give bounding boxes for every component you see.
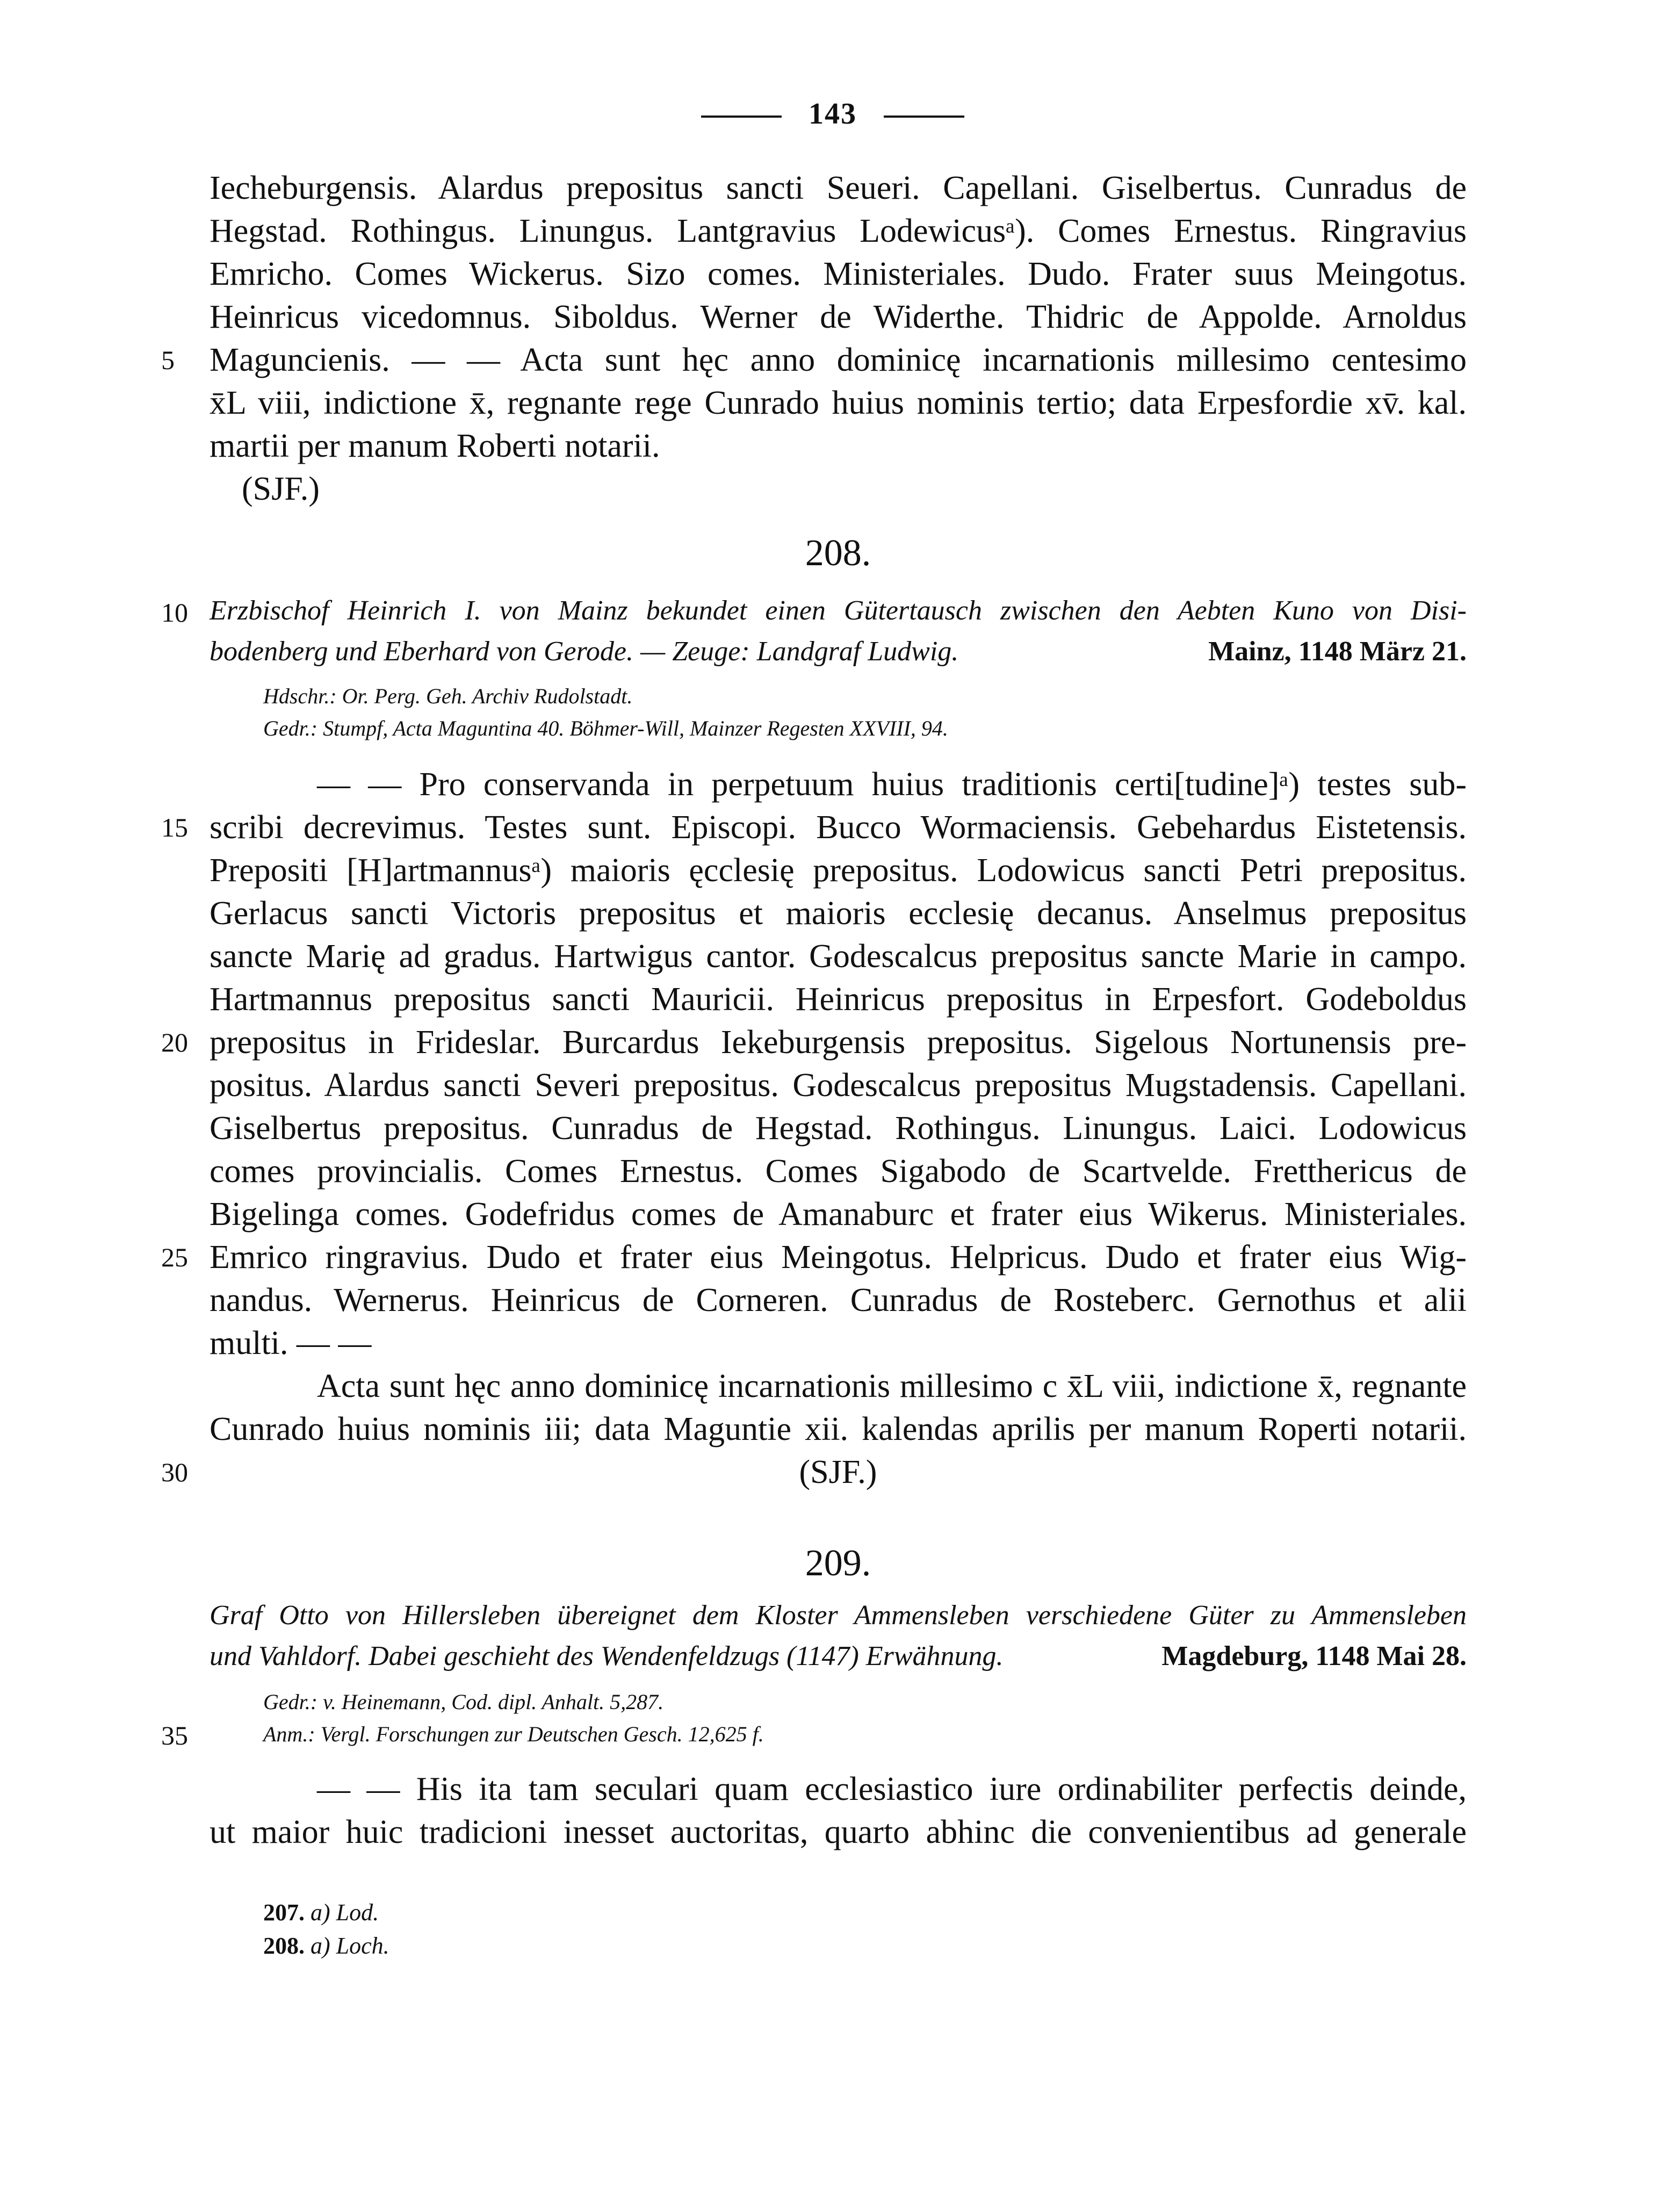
text-209-line: — — His ita tam seculari quam ecclesiastico iure ordinabiliter perfectis deinde, (317, 1771, 1467, 1807)
footnote-ref: 207. (263, 1899, 305, 1926)
text-208-line: multi. — — (210, 1325, 372, 1361)
intro-line: Hegstad. Rothingus. Linungus. Lantgravius Lodewicusᵃ). Comes Ernestus. Ringravius (210, 213, 1467, 249)
text-208-line: Bigelinga comes. Godefridus comes de Amanaburc et frater eius Wikerus. Ministeriales. (210, 1196, 1467, 1233)
text-208-line: scribi decrevimus. Testes sunt. Episcopi. Bucco Wormaciensis. Gebehardus Eistetensis. (210, 809, 1467, 846)
text-208-line: Giselbertus prepositus. Cunradus de Hegstad. Rothingus. Linungus. Laici. Lodowicus (210, 1110, 1467, 1147)
intro-line: x̄L viii, indictione x̄, regnante rege Cunrado huius nominis tertio; data Erpesfordie xv̄. kal. (210, 385, 1467, 421)
regest-208-date: Mainz, 1148 März 21. (1208, 636, 1467, 667)
text-208-line: positus. Alardus sancti Severi prepositus. Godescalcus prepositus Mugstadensis. Capellani. (210, 1067, 1467, 1104)
acta-208-line2: Cunrado huius nominis iii; data Maguntie xii. kalendas aprilis per manum Roperti notarii. (210, 1411, 1467, 1447)
acta-208-line1: Acta sunt hęc anno dominicę incarnationis millesimo c x̄L viii, indictione x̄, regnante (317, 1368, 1467, 1404)
sjf-208: (SJF.) (799, 1454, 877, 1490)
footnote-207 (263, 1897, 379, 1929)
header-rule-left (701, 116, 782, 118)
text-208-line: Prepositi [H]artmannusᵃ) maioris ęcclesię prepositus. Lodowicus sancti Petri prepositus. (210, 852, 1467, 889)
text-208-line: sancte Marię ad gradus. Hartwigus cantor. Godescalcus prepositus sancte Marie in campo. (210, 938, 1467, 975)
intro-line: Iecheburgensis. Alardus prepositus sancti Seueri. Capellani. Giselbertus. Cunradus de (210, 170, 1467, 206)
text-208-line: Hartmannus prepositus sancti Mauricii. Heinricus prepositus in Erpesfort. Godeboldus (210, 981, 1467, 1018)
footnote-208 (263, 1930, 389, 1962)
page-header (672, 97, 994, 131)
regest-208-line2 (210, 632, 1467, 672)
header-rule-right (884, 116, 964, 118)
source-208-1: Hdschr.: Or. Perg. Geh. Archiv Rudolstadt. (263, 684, 633, 708)
regest-209-date: Magdeburg, 1148 Mai 28. (1161, 1641, 1467, 1671)
intro-line: Maguncienis. — — Acta sunt hęc anno dominicę incarnationis millesimo centesimo (210, 342, 1467, 378)
regest-209-line1: Graf Otto von Hillersleben übereignet dem Kloster Ammensleben verschiedene Güter zu Ammensleben (210, 1600, 1467, 1631)
text-208-line: prepositus in Frideslar. Burcardus Iekeburgensis prepositus. Sigelous Nortunensis pre- (210, 1024, 1467, 1061)
intro-line: Emricho. Comes Wickerus. Sizo comes. Ministeriales. Dudo. Frater suus Meingotus. (210, 256, 1467, 292)
line-number: 25 (161, 1242, 188, 1272)
line-number: 10 (161, 597, 188, 628)
regest-208-text: bodenberg und Eberhard von Gerode. — Zeuge: Landgraf Ludwig. (210, 636, 959, 667)
document-number-209: 209. (805, 1543, 871, 1584)
footnote-text: a) Loch. (311, 1933, 389, 1959)
line-number: 35 (161, 1720, 188, 1750)
text-208-line: nandus. Wernerus. Heinricus de Corneren. Cunradus de Rosteberc. Gernothus et alii (210, 1282, 1467, 1318)
line-number: 5 (161, 345, 175, 375)
intro-sjf: (SJF.) (242, 471, 320, 507)
document-number-208: 208. (805, 532, 871, 574)
intro-line: Heinricus vicedomnus. Siboldus. Werner de Widerthe. Thidric de Appolde. Arnoldus (210, 299, 1467, 335)
source-209-2: Anm.: Vergl. Forschungen zur Deutschen Gesch. 12,625 f. (263, 1722, 764, 1746)
intro-line: martii per manum Roberti notarii. (210, 428, 660, 464)
line-number: 30 (161, 1457, 188, 1487)
line-number: 15 (161, 812, 188, 842)
text-209-line: ut maior huic tradicioni inesset auctoritas, quarto abhinc die convenientibus ad generale (210, 1814, 1467, 1850)
source-208-2: Gedr.: Stumpf, Acta Maguntina 40. Böhmer-Will, Mainzer Regesten XXVIII, 94. (263, 716, 948, 740)
text-208-line: Gerlacus sancti Victoris prepositus et maioris ecclesię decanus. Anselmus prepositus (210, 895, 1467, 932)
text-208-line: — — Pro conservanda in perpetuum huius traditionis certi[tudine]ᵃ) testes sub- (317, 766, 1467, 803)
regest-208-line1: Erzbischof Heinrich I. von Mainz bekundet einen Gütertausch zwischen den Aebten Kuno von Disi- (210, 595, 1467, 626)
page-number: 143 (809, 97, 857, 131)
text-208-line: Emrico ringravius. Dudo et frater eius Meingotus. Helpricus. Dudo et frater eius Wig- (210, 1239, 1467, 1276)
footnote-text: a) Lod. (311, 1899, 379, 1926)
line-number: 20 (161, 1027, 188, 1057)
regest-209-line2 (210, 1637, 1467, 1676)
regest-209-text: und Vahldorf. Dabei geschieht des Wendenfeldzugs (1147) Erwähnung. (210, 1641, 1004, 1671)
source-209-1: Gedr.: v. Heinemann, Cod. dipl. Anhalt. 5,287. (263, 1690, 664, 1714)
text-208-line: comes provincialis. Comes Ernestus. Comes Sigabodo de Scartvelde. Fretthericus de (210, 1153, 1467, 1190)
footnote-ref: 208. (263, 1933, 305, 1959)
